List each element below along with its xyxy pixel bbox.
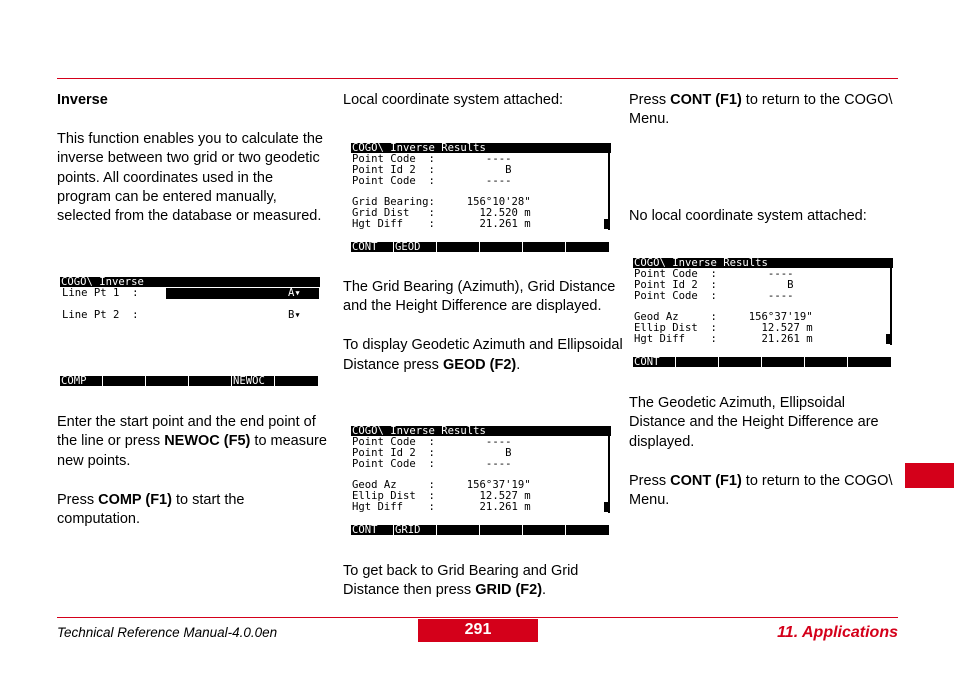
fkey-f6[interactable]: [275, 376, 318, 386]
lcd-row: Point Code : ----: [352, 175, 512, 187]
fkey-f6[interactable]: [566, 525, 609, 535]
fkey-f4[interactable]: [480, 242, 523, 252]
lcd-row-label: Line Pt 2 :: [62, 309, 139, 321]
intro-paragraph: This function enables you to calculate the inverse between two grid or two geodetic points. All coordinates used in the program can be entered manually, selected from the database or measured.: [57, 130, 323, 225]
lcd-fkey-bar: [351, 242, 609, 252]
fkey-f1-cont[interactable]: CONT: [351, 242, 394, 252]
manual-title: Technical Reference Manual-4.0.0en: [57, 625, 278, 640]
lcd-row: Point Code : ----: [352, 153, 512, 165]
lcd-cursor: [604, 219, 609, 229]
lcd-row: Point Id 2 : B: [352, 164, 512, 176]
cont-paragraph-2: Press CONT (F1) to return to the COGO\ Menu.: [629, 472, 893, 509]
geod-paragraph: To display Geodetic Azimuth and Ellipsoidal Distance press GEOD (F2).: [343, 337, 623, 373]
lcd-row-line-pt-2: [62, 310, 139, 321]
lcd-screen-results-nolocal: [633, 258, 893, 369]
column-2-lower: [343, 562, 623, 601]
lcd-row: Grid Dist : 12.520 m: [352, 207, 531, 219]
lcd-row-label: Line Pt 1 :: [62, 287, 139, 299]
column-1: [57, 91, 329, 227]
fkey-f2-grid[interactable]: GRID: [394, 525, 437, 535]
column-3-lower: [629, 394, 897, 510]
fkey-f3[interactable]: [437, 242, 480, 252]
page-number: 291: [418, 619, 538, 642]
lcd-row-line-pt-1: [62, 288, 139, 299]
fkey-f2-geod[interactable]: GEOD: [394, 242, 437, 252]
lcd-fkey-bar: [60, 376, 318, 386]
chapter-title: 11. Applications: [777, 624, 898, 641]
lcd-fkey-bar: [351, 525, 609, 535]
fkey-f5[interactable]: [805, 357, 848, 367]
geod-results-paragraph: The Geodetic Azimuth, Ellipsoidal Distance and the Height Difference are displayed.: [629, 395, 879, 450]
fkey-f4[interactable]: [189, 376, 232, 386]
grid-results-paragraph: The Grid Bearing (Azimuth), Grid Distance and the Height Difference are displayed.: [343, 279, 616, 315]
fkey-f4[interactable]: [480, 525, 523, 535]
lcd-row: Ellip Dist : 12.527 m: [352, 490, 531, 502]
grid-back-paragraph: To get back to Grid Bearing and Grid Distance then press GRID (F2).: [343, 563, 579, 599]
fkey-f1-cont[interactable]: CONT: [351, 525, 394, 535]
section-heading: Inverse: [57, 92, 108, 108]
fkey-f5[interactable]: [523, 525, 566, 535]
column-3-nolocal: [629, 207, 897, 226]
column-2-mid: [343, 278, 623, 375]
line-pt-2-field[interactable]: B▾: [288, 309, 301, 321]
line-pt-1-value: A: [288, 287, 295, 299]
column-2: [343, 91, 623, 110]
lcd-row: Hgt Diff : 21.261 m: [352, 218, 531, 230]
fkey-f2[interactable]: [676, 357, 719, 367]
lcd-row: Point Id 2 : B: [634, 279, 794, 291]
footer-rule: [57, 617, 898, 618]
lcd-row: Grid Bearing: 156°10'28": [352, 196, 531, 208]
fkey-f6[interactable]: [566, 242, 609, 252]
chapter-tab-marker: [905, 463, 954, 488]
lcd-title: COGO\ Inverse: [60, 277, 320, 287]
lcd-screen-results-geod: [351, 426, 611, 537]
fkey-f1-comp[interactable]: COMP: [60, 376, 103, 386]
lcd-title: COGO\ Inverse Results: [351, 426, 611, 436]
cont-paragraph: Press CONT (F1) to return to the COGO\ Menu.: [629, 92, 893, 128]
lcd-row: Ellip Dist : 12.527 m: [634, 322, 813, 334]
lcd-row: Point Code : ----: [352, 436, 512, 448]
column-1-lower: [57, 413, 329, 529]
fkey-f3[interactable]: [146, 376, 189, 386]
lcd-cursor: [604, 502, 609, 512]
fkey-f2[interactable]: [103, 376, 146, 386]
lcd-row: Point Code : ----: [352, 458, 512, 470]
fkey-f5[interactable]: [523, 242, 566, 252]
newoc-paragraph: Enter the start point and the end point of the line or press NEWOC (F5) to measure new points.: [57, 414, 327, 469]
fkey-f6[interactable]: [848, 357, 891, 367]
fkey-f4[interactable]: [762, 357, 805, 367]
fkey-f5-newoc[interactable]: NEWOC: [232, 376, 275, 386]
fkey-f3[interactable]: [437, 525, 480, 535]
lcd-row: Point Code : ----: [634, 268, 794, 280]
header-rule: [57, 78, 898, 79]
fkey-f1-cont[interactable]: CONT: [633, 357, 676, 367]
lcd-row: Point Id 2 : B: [352, 447, 512, 459]
comp-paragraph: Press COMP (F1) to start the computation.: [57, 491, 245, 528]
lcd-title: COGO\ Inverse Results: [633, 258, 893, 268]
lcd-cursor: [886, 334, 891, 344]
line-pt-2-value: B: [288, 309, 295, 321]
column-3: [629, 91, 897, 130]
lcd-screen-results-grid: [351, 143, 611, 254]
lcd-row: Hgt Diff : 21.261 m: [634, 333, 813, 345]
lcd-row: Geod Az : 156°37'19": [352, 479, 531, 491]
lcd-row: Hgt Diff : 21.261 m: [352, 501, 531, 513]
fkey-f3[interactable]: [719, 357, 762, 367]
lcd-row: Point Code : ----: [634, 290, 794, 302]
lcd-title: COGO\ Inverse Results: [351, 143, 611, 153]
no-local-system-label: No local coordinate system attached:: [629, 208, 867, 224]
lcd-fkey-bar: [633, 357, 891, 367]
lcd-row-value: A▾: [288, 287, 301, 299]
lcd-screen-inverse: [60, 277, 320, 387]
local-system-label: Local coordinate system attached:: [343, 92, 564, 108]
lcd-row: Geod Az : 156°37'19": [634, 311, 813, 323]
